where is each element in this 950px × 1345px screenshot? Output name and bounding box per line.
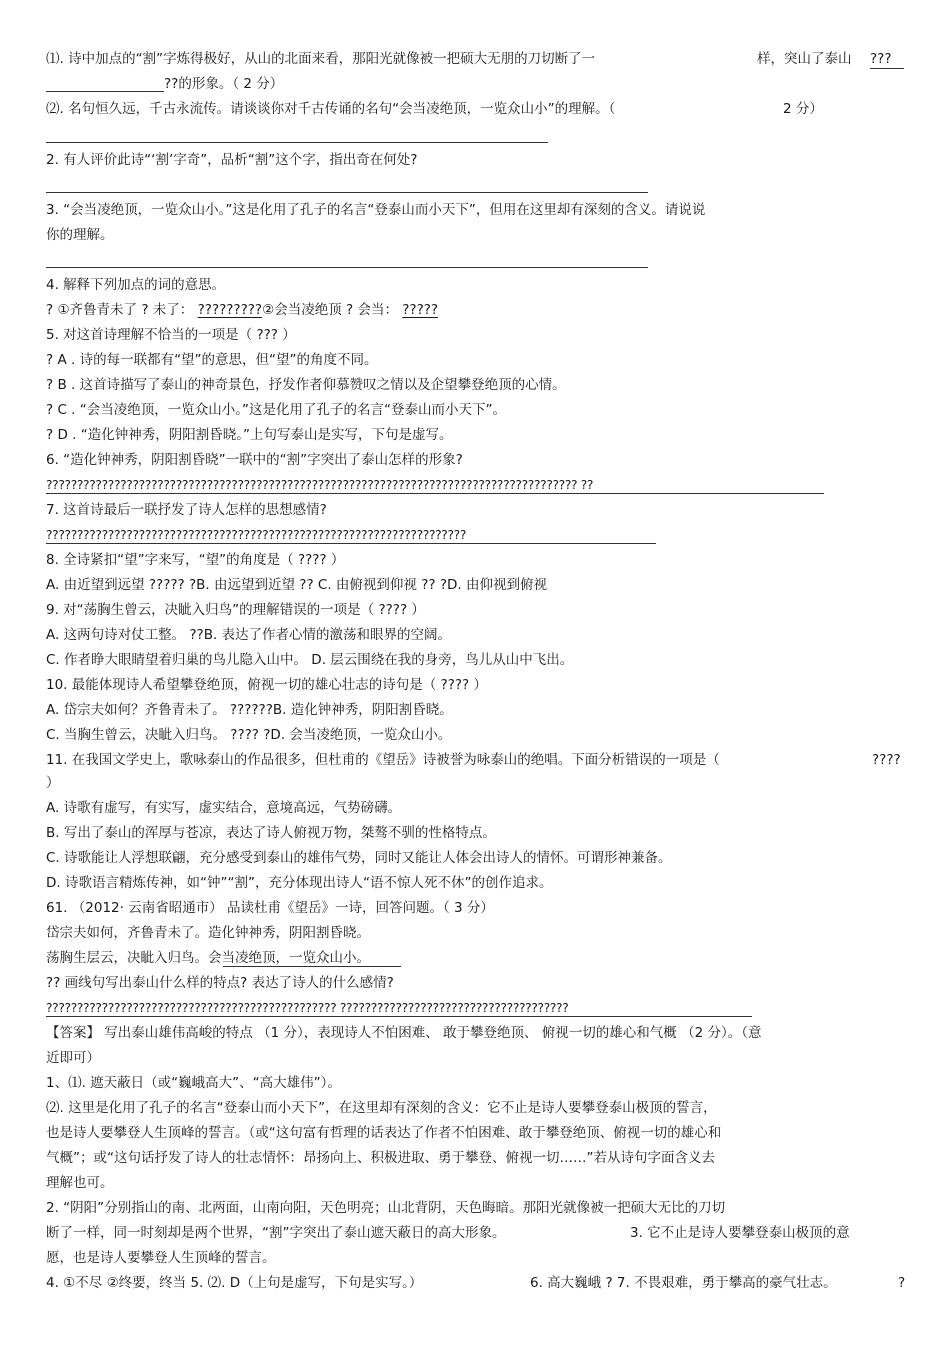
question-5-option-d: ? D . “造化钟神秀，阴阳割昏晓。”上句写泰山是实写，下句是虚写。 [46,427,453,443]
item-2-blank: ????? [402,302,439,318]
trailing-mark: ? [898,1275,906,1291]
question-10-options-ab: A. 岱宗夫如何？齐鲁青未了。 ??????B. 造化钟神秀，阴阳割昏晓。 [46,702,453,718]
question-9-text: 9. 对“荡胸生曾云，决眦入归鸟”的理解错误的一项是（ ???? ） [46,602,425,618]
question-8-options: A. 由近望到远望 ????? ?B. 由远望到近望 ?? C. 由俯视到仰视 ?? ?D. 由仰视到俯视 [46,577,547,593]
question-7-text: 7. 这首诗最后一联抒发了诗人怎样的思想感情? [46,502,327,518]
blank-answer: ??? [870,50,904,69]
question-10-text: 10. 最能体现诗人希望攀登绝顶，俯视一切的雄心壮志的诗句是（ ???? ） [46,677,488,693]
question-5-text: 5. 对这首诗理解不恰当的一项是（ ??? ） [46,327,296,343]
question-6-text: 6. “造化钟神秀，阴阳割昏晓”一联中的“割”字突出了泰山怎样的形象? [46,452,463,468]
question-7-answer: ???????????????????????????????????????????????????????????????????? [46,528,467,542]
question-5-option-b: ? B . 这首诗描写了泰山的神奇景色，抒发作者仰慕赞叹之情以及企望攀登绝顶的心情。 [46,377,566,393]
answer-61: 【答案】 写出泰山雄伟高峻的特点 （1 分），表现诗人不怕困难、 敢于攀登绝顶、 俯视一切的雄心和气概 （2 分）。（意 [46,1025,762,1041]
question-61-answer: ??????????????????????????????????????????????? ????????????????????????????????????? [46,1001,569,1015]
question-11-option-a: A. 诗歌有虚写，有实写，虚实结合，意境高远，气势磅礴。 [46,800,402,816]
answer-1-2-cont-1: 也是诗人要攀登人生顶峰的誓言。（或“这句富有哲理的话表达了作者不怕困难、敢于攀登绝顶、俯视一切的雄心和 [46,1125,722,1141]
question-1-1-score: ??的形象。（ 2 分） [164,76,284,92]
question-11-text: 11. 在我国文学史上，歌咏泰山的作品很多，但杜甫的《望岳》诗被誉为咏泰山的绝唱。下面分析错误的一项是（ [46,752,720,768]
answer-3: 3. 它不止是诗人要攀登泰山极顶的意 [630,1225,850,1241]
question-11-option-c: C. 诗歌能让人浮想联翩，充分感受到泰山的雄伟气势，同时又能让人体会出诗人的情怀。可谓形神兼备。 [46,850,672,866]
answer-line [46,543,656,544]
poem-underline [223,966,401,967]
answer-3-cont: 愿，也是诗人要攀登人生顶峰的誓言。 [46,1250,276,1266]
question-1-2-text: ⑵. 名句恒久远，千古永流传。请谈谈你对千古传诵的名句“会当凌绝顶，一览众山小”的理解。（ [46,101,616,117]
question-3-text: 3. “会当凌绝顶，一览众山小。”这是化用了孔子的名言“登泰山而小天下”，但用在这里却有深刻的含义。请说说 [46,202,706,218]
answer-2: 2. “阴阳”分别指山的南、北两面，山南向阳，天色明亮；山北背阴，天色晦暗。那阳光就像被一把硕大无比的刀切 [46,1200,726,1216]
answer-line [46,192,648,193]
answer-1-1: 1、⑴. 遮天蔽日（或“巍峨高大”、“高大雄伟”）。 [46,1075,341,1091]
answer-6-7: 6. 高大巍峨 ? 7. 不畏艰难，勇于攀高的豪气壮志。 [530,1275,837,1291]
answer-line [46,1016,752,1017]
question-9-options-cd: C. 作者睁大眼睛望着归巢的鸟儿隐入山中。 D. 层云围绕在我的身旁，鸟儿从山中飞出。 [46,652,574,668]
answer-1-2: ⑵. 这里是化用了孔子的名言“登泰山而小天下”，在这里却有深刻的含义：它不止是诗人要攀登泰山极顶的誓言， [46,1100,717,1116]
answer-4-5: 4. ①不尽 ②终要，终当 5. ⑵. D（上句是虚写，下句是实写。） [46,1275,423,1291]
answer-61-cont: 近即可） [46,1050,100,1066]
question-61-subquestion: ?? 画线句写出泰山什么样的特点? 表达了诗人的什么感情? [46,975,394,991]
question-4-items [46,301,438,319]
answer-line [46,267,648,268]
question-1-1-text-cont: 样，突山了泰山 [757,51,852,67]
question-11-blank: ???? [872,752,901,768]
question-6-answer: ?????????????????????????????????????????????????????????????????????????????????????? ?? [46,478,594,492]
question-10-options-cd: C. 当胸生曾云，决眦入归鸟。 ???? ?D. 会当凌绝顶，一览众山小。 [46,727,452,743]
poem-line-2: 荡胸生层云，决眦入归鸟。会当凌绝顶，一览众山小。 [46,950,370,966]
answer-line [46,91,164,92]
question-9-options-ab: A. 这两句诗对仗工整。 ??B. 表达了作者心情的激荡和眼界的空阔。 [46,627,452,643]
question-8-text: 8. 全诗紧扣“望”字来写，“望”的角度是（ ???? ） [46,552,345,568]
item-1-label: ? ①齐鲁青未了 ? 未了： [46,302,194,318]
question-5-option-c: ? C . “会当凌绝顶，一览众山小。”这是化用了孔子的名言“登泰山而小天下”。 [46,402,506,418]
question-11-option-b: B. 写出了泰山的浑厚与苍凉，表达了诗人俯视万物，桀骜不驯的性格特点。 [46,825,496,841]
poem-line-1: 岱宗夫如何，齐鲁青未了。造化钟神秀，阴阳割昏晓。 [46,925,370,941]
question-2-text: 2. 有人评价此诗“‘割’字奇”，品析“割”这个字，指出奇在何处? [46,152,418,168]
question-1-2-score: 2 分） [783,101,823,117]
question-61-text: 61. （2012· 云南省昭通市） 品读杜甫《望岳》一诗，回答问题。（ 3 分） [46,900,494,916]
question-3-text-cont: 你的理解。 [46,227,114,243]
answer-1-2-cont-2: 气概”；或“这句话抒发了诗人的壮志情怀：昂扬向上、积极进取、勇于攀登、俯视一切……”若从诗句字面含义去 [46,1150,715,1166]
question-11-option-d: D. 诗歌语言精炼传神，如“钟”“割”，充分体现出诗人“语不惊人死不休”的创作追求。 [46,875,553,891]
answer-line [46,493,824,494]
answer-2-cont: 断了一样，同一时刻却是两个世界，“割”字突出了泰山遮天蔽日的高大形象。 [46,1225,506,1241]
question-11-paren: ） [46,775,60,791]
question-5-option-a: ? A . 诗的每一联都有“望”的意思，但“望”的角度不同。 [46,352,378,368]
item-2-label: ②会当凌绝顶 ? 会当： [262,302,398,318]
answer-line [46,142,548,143]
question-1-1-text: ⑴. 诗中加点的“割”字炼得极好，从山的北面来看，那阳光就像被一把硕大无朋的刀切断了一 [46,51,596,67]
answer-1-2-cont-3: 理解也可。 [46,1175,114,1191]
question-4-text: 4. 解释下列加点的词的意思。 [46,277,226,293]
item-1-blank: ????????? [197,302,263,318]
